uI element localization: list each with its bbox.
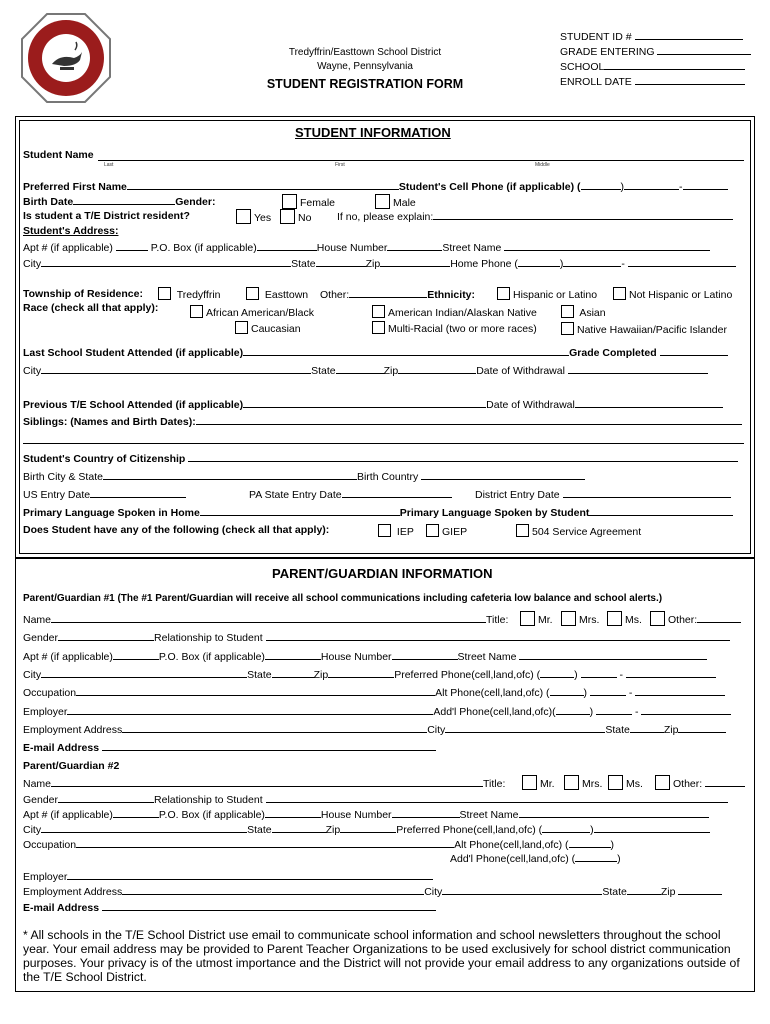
last-school-field[interactable] — [243, 346, 569, 356]
g2-zip-field[interactable] — [340, 823, 396, 833]
native-hawaiian-label: Native Hawaiian/Pacific Islander — [577, 324, 727, 336]
guardian2-heading: Parent/Guardian #2 — [23, 760, 120, 772]
g1-ms-option[interactable] — [607, 611, 642, 626]
g2-addl-phone-row: Add'l Phone(cell,land,ofc) ( ) — [450, 853, 621, 865]
g1-other-option[interactable] — [650, 611, 741, 626]
g2-other-label: Other: — [673, 778, 703, 790]
last-school-zip-field[interactable] — [398, 364, 476, 374]
native-hawaiian-option[interactable] — [561, 322, 727, 336]
g1-other-field[interactable] — [697, 613, 741, 623]
g2-other-field[interactable] — [705, 777, 745, 787]
giep-label: GIEP — [442, 526, 468, 538]
g1-name-row — [23, 613, 508, 626]
caucasian-option[interactable] — [235, 321, 301, 335]
asian-checkbox[interactable] — [561, 305, 574, 318]
g1-apt-label: Apt # (if applicable) — [23, 651, 113, 663]
last-school-label: Last School Student Attended (if applicable) — [23, 347, 244, 359]
g2-preferred-phone-label: Preferred Phone(cell,land,ofc) ( — [396, 824, 543, 836]
siblings-row — [23, 415, 742, 428]
g1-gender-field[interactable] — [58, 631, 154, 641]
township-label: Township of Residence: — [23, 288, 143, 300]
language-row — [23, 506, 733, 519]
g2-other-checkbox[interactable] — [655, 775, 670, 790]
citizenship-row — [23, 452, 738, 465]
preferred-first-row: Preferred First Name Student's Cell Phone (if applicable) ( ) - — [23, 180, 728, 193]
caucasian-checkbox[interactable] — [235, 321, 248, 334]
g2-state-label: State — [247, 824, 272, 836]
zip-field[interactable] — [380, 257, 450, 267]
cell-prefix-field[interactable] — [624, 180, 679, 190]
g2-emp-state-field[interactable] — [627, 885, 661, 895]
g1-occupation-field[interactable] — [76, 686, 435, 696]
state-label: State — [291, 258, 316, 270]
student-name-label: Student Name — [23, 149, 94, 161]
g1-state-label: State — [247, 669, 272, 681]
lang-student-field[interactable] — [589, 506, 733, 516]
g1-email-row — [23, 741, 436, 754]
g1-mrs-label: Mrs. — [579, 614, 600, 626]
g1-zip-field[interactable] — [328, 668, 394, 678]
cell-number-field[interactable] — [683, 180, 728, 190]
explain-row — [337, 210, 733, 223]
gender-male-option[interactable] — [375, 194, 416, 209]
g1-relationship-field[interactable] — [266, 631, 730, 641]
resident-yes-option[interactable] — [236, 209, 271, 224]
resident-yes-checkbox[interactable] — [236, 209, 251, 224]
sub-first: First — [335, 162, 345, 168]
g2-mrs-checkbox[interactable] — [564, 775, 579, 790]
g2-preferred-phone-area[interactable] — [542, 823, 590, 833]
city-label: City — [23, 258, 42, 270]
g2-addl-phone-label: Add'l Phone(cell,land,ofc) ( — [450, 853, 576, 865]
g2-mr-option[interactable] — [522, 775, 555, 790]
hispanic-option[interactable] — [497, 287, 597, 301]
last-school-state-label: State — [311, 365, 336, 377]
last-school-row — [23, 346, 728, 359]
g1-employment-address-field[interactable] — [122, 723, 427, 733]
office-student-id-label: STUDENT ID # — [560, 31, 632, 43]
g2-occupation-field[interactable] — [76, 838, 454, 848]
last-school-withdrawal-field[interactable] — [568, 364, 708, 374]
g2-ms-option[interactable] — [608, 775, 643, 790]
g2-employer-label: Employer — [23, 871, 68, 883]
house-number-label: House Number — [316, 242, 388, 254]
student-name-field[interactable] — [98, 160, 744, 161]
g1-emp-state-field[interactable] — [630, 723, 664, 733]
iep-option[interactable] — [378, 524, 414, 538]
g1-email-field[interactable] — [102, 741, 436, 751]
g2-house-number-label: House Number — [320, 809, 392, 821]
g1-alt-phone-area[interactable] — [550, 686, 584, 696]
previous-te-label: Previous T/E School Attended (if applicable) — [23, 399, 244, 411]
g2-street-name-label: Street Name — [459, 809, 519, 821]
form-title: STUDENT REGISTRATION FORM — [266, 77, 464, 91]
g1-gender-label: Gender — [23, 632, 59, 644]
last-school-city-label: City — [23, 365, 42, 377]
giep-checkbox[interactable] — [426, 524, 439, 537]
sa504-label: 504 Service Agreement — [532, 526, 642, 538]
previous-te-withdrawal-field[interactable] — [575, 398, 723, 408]
g1-street-name-label: Street Name — [457, 651, 517, 663]
office-school[interactable] — [560, 60, 745, 73]
american-indian-checkbox[interactable] — [372, 305, 385, 318]
g2-mrs-option[interactable] — [564, 775, 602, 790]
zip-label: Zip — [365, 258, 381, 270]
siblings-field[interactable] — [196, 415, 742, 425]
cell-area-field[interactable] — [581, 180, 621, 190]
home-area-field[interactable] — [518, 257, 560, 267]
sa504-option[interactable] — [516, 524, 641, 538]
g2-employment-address-field[interactable] — [122, 885, 424, 895]
g2-ms-checkbox[interactable] — [608, 775, 623, 790]
male-label: Male — [393, 197, 416, 209]
office-grade-entering[interactable] — [560, 45, 751, 58]
g1-name-field[interactable] — [51, 613, 486, 623]
student-address-row — [23, 241, 710, 254]
g2-gender-row — [23, 793, 728, 806]
student-address-heading: Student's Address: — [23, 225, 119, 237]
g1-employment-row — [23, 723, 726, 736]
g2-email-field[interactable] — [102, 901, 436, 911]
g1-city-row: City State Zip Preferred Phone(cell,land,ofc) ( ) - — [23, 668, 716, 681]
district-entry-label: District Entry Date — [475, 489, 560, 501]
easttown-label: Easttown — [264, 289, 309, 301]
native-hawaiian-checkbox[interactable] — [561, 322, 574, 335]
street-name-label: Street Name — [442, 242, 502, 254]
g2-apt-field[interactable] — [113, 808, 159, 818]
g2-relationship-field[interactable] — [266, 793, 728, 803]
gender-label: Gender: — [175, 196, 216, 208]
asian-option[interactable] — [561, 305, 606, 319]
previous-te-row — [23, 398, 723, 411]
g1-title-label: Title: — [486, 614, 509, 626]
tredyffrin-checkbox[interactable] — [158, 287, 171, 300]
pa-entry-row — [249, 488, 452, 501]
g1-other-label: Other: — [668, 614, 698, 626]
hispanic-checkbox[interactable] — [497, 287, 510, 300]
birth-gender-row — [23, 195, 215, 208]
g1-addl-phone-area[interactable] — [556, 705, 590, 715]
male-checkbox[interactable] — [375, 194, 390, 209]
g2-po-box-label: P.O. Box (if applicable) — [158, 809, 265, 821]
g1-mrs-checkbox[interactable] — [561, 611, 576, 626]
g2-emp-zip-field[interactable] — [678, 885, 722, 895]
grade-completed-field[interactable] — [660, 346, 728, 356]
not-hispanic-option[interactable] — [613, 287, 732, 301]
g1-name-label: Name — [23, 614, 52, 626]
g1-emp-zip-label: Zip — [663, 724, 679, 736]
g2-occupation-label: Occupation — [23, 839, 77, 851]
house-number-field[interactable] — [387, 241, 442, 251]
student-city-row: City State Zip Home Phone ( ) - — [23, 257, 736, 270]
g1-employment-address-label: Employment Address — [23, 724, 123, 736]
giep-option[interactable] — [426, 524, 467, 538]
african-american-label: African American/Black — [206, 307, 314, 319]
last-school-zip-label: Zip — [383, 365, 399, 377]
township-other-label: Other: — [320, 289, 350, 301]
g1-emp-zip-field[interactable] — [678, 723, 726, 733]
lang-home-field[interactable] — [200, 506, 400, 516]
birth-date-field[interactable] — [73, 195, 175, 205]
resident-question: Is student a T/E District resident? — [23, 210, 190, 222]
pa-entry-label: PA State Entry Date — [249, 489, 342, 501]
district-name: Tredyffrin/Easttown School District — [288, 47, 442, 58]
g2-street-name-field[interactable] — [519, 808, 709, 818]
g1-alt-phone-prefix[interactable] — [590, 686, 626, 696]
g1-addl-phone-prefix[interactable] — [596, 705, 632, 715]
resident-yes-label: Yes — [254, 212, 272, 224]
last-school-state-field[interactable] — [336, 364, 384, 374]
township-other-row — [320, 288, 475, 301]
resident-no-checkbox[interactable] — [280, 209, 295, 224]
g1-mr-label: Mr. — [538, 614, 553, 626]
g1-house-number-field[interactable] — [392, 650, 458, 660]
african-american-checkbox[interactable] — [190, 305, 203, 318]
g2-email-label: E-mail Address — [23, 902, 100, 914]
easttown-checkbox[interactable] — [246, 287, 259, 300]
g2-apt-label: Apt # (if applicable) — [23, 809, 113, 821]
g1-emp-state-label: State — [605, 724, 630, 736]
office-enroll-date[interactable] — [560, 75, 745, 88]
sa504-checkbox[interactable] — [516, 524, 529, 537]
ethnicity-label: Ethnicity: — [427, 289, 476, 301]
email-privacy-note: * All schools in the T/E School District use email to communicate school information and school newsletters throughout the school year. Your email address may be provided to Parent Teacher Organizations to be used exclusively for school district communication purposes. Your privacy is of the utmost importance and the District will not provide your email address to any organizations outside of the T/E School District. — [23, 928, 740, 984]
g1-alt-phone-number[interactable] — [635, 686, 725, 696]
g2-email-row — [23, 901, 436, 914]
office-student-id[interactable] — [560, 30, 743, 43]
g2-city-label: City — [23, 824, 42, 836]
g2-city-field[interactable] — [41, 823, 247, 833]
preferred-first-label: Preferred First Name — [23, 181, 127, 193]
g1-addl-phone-number[interactable] — [641, 705, 731, 715]
g1-ms-checkbox[interactable] — [607, 611, 622, 626]
race-label: Race (check all that apply): — [23, 302, 159, 314]
street-name-field[interactable] — [504, 241, 710, 251]
g1-occupation-label: Occupation — [23, 687, 77, 699]
g2-emp-state-label: State — [602, 886, 627, 898]
g2-emp-zip-label: Zip — [660, 886, 676, 898]
g2-addl-phone-area[interactable] — [575, 852, 617, 862]
resident-no-label: No — [298, 212, 312, 224]
iep-label: IEP — [396, 526, 414, 538]
pa-entry-field[interactable] — [342, 488, 452, 498]
last-school-city-field[interactable] — [41, 364, 311, 374]
g2-relationship-label: Relationship to Student — [154, 794, 263, 806]
g1-po-box-field[interactable] — [265, 650, 321, 660]
g1-city-label: City — [23, 669, 42, 681]
g2-title-label: Title: — [483, 778, 506, 790]
has-following-label: Does Student have any of the following (check all that apply): — [23, 524, 330, 536]
female-checkbox[interactable] — [282, 194, 297, 209]
last-school-city-row — [23, 364, 708, 377]
asian-label: Asian — [579, 307, 606, 319]
birth-country-field[interactable] — [421, 470, 585, 480]
tredyffrin-label: Tredyffrin — [176, 289, 221, 301]
lang-student-label: Primary Language Spoken by Student — [399, 507, 590, 519]
african-american-option[interactable] — [190, 305, 314, 319]
guardian1-heading: Parent/Guardian #1 (The #1 Parent/Guardian will receive all school communications including cafeteria low balance and school alerts.) — [23, 593, 663, 604]
g2-name-row — [23, 777, 505, 790]
g2-zip-label: Zip — [325, 824, 341, 836]
g2-gender-field[interactable] — [58, 793, 154, 803]
female-label: Female — [300, 197, 336, 209]
g1-street-name-field[interactable] — [519, 650, 707, 660]
g2-other-option[interactable] — [655, 775, 745, 790]
explain-label: If no, please explain: — [337, 211, 434, 223]
multi-racial-option[interactable] — [372, 321, 537, 335]
g2-preferred-phone-field[interactable] — [594, 823, 710, 833]
po-box-label: P.O. Box (if applicable) — [150, 242, 257, 254]
cell-phone-label: Student's Cell Phone (if applicable) ( — [398, 181, 581, 193]
home-phone-label: Home Phone ( — [450, 258, 518, 270]
birth-date-label: Birth Date — [23, 196, 74, 208]
g2-employment-row — [23, 885, 722, 898]
birth-city-state-label: Birth City & State — [23, 471, 103, 483]
siblings-field-2[interactable] — [23, 443, 744, 444]
us-entry-row — [23, 488, 186, 501]
g1-address-row — [23, 650, 707, 663]
office-grade-entering-label: GRADE ENTERING — [560, 46, 655, 58]
g2-occupation-row: Occupation Alt Phone(cell,land,ofc) ( ) — [23, 839, 615, 851]
citizenship-field[interactable] — [188, 452, 738, 462]
g1-state-field[interactable] — [272, 668, 314, 678]
sub-middle: Middle — [535, 162, 550, 168]
office-enroll-date-label: ENROLL DATE — [560, 76, 632, 88]
g2-po-box-field[interactable] — [265, 808, 321, 818]
g1-preferred-phone-number[interactable] — [626, 668, 716, 678]
g1-house-number-label: House Number — [320, 651, 392, 663]
g1-zip-label: Zip — [313, 669, 329, 681]
g2-address-row — [23, 808, 709, 821]
g1-occupation-row: Occupation Alt Phone(cell,land,ofc) ( ) - — [23, 686, 725, 699]
g2-name-field[interactable] — [51, 777, 483, 787]
home-number-field[interactable] — [628, 257, 736, 267]
birth-place-row — [23, 470, 585, 483]
multi-racial-label: Multi-Racial (two or more races) — [388, 323, 537, 335]
previous-te-field[interactable] — [243, 398, 486, 408]
g1-po-box-label: P.O. Box (if applicable) — [158, 651, 265, 663]
g1-emp-city-label: City — [427, 724, 446, 736]
multi-racial-checkbox[interactable] — [372, 321, 385, 334]
district-entry-row — [475, 488, 731, 501]
g1-relationship-label: Relationship to Student — [154, 632, 263, 644]
birth-city-state-field[interactable] — [103, 470, 357, 480]
caucasian-label: Caucasian — [251, 323, 301, 335]
g1-gender-row — [23, 631, 730, 644]
tredyffrin-option[interactable] — [158, 287, 221, 301]
g2-employment-address-label: Employment Address — [23, 886, 123, 898]
g1-email-label: E-mail Address — [23, 742, 100, 754]
gender-female-option[interactable] — [282, 194, 335, 209]
g1-mr-checkbox[interactable] — [520, 611, 535, 626]
g2-mr-label: Mr. — [540, 778, 555, 790]
apt-field[interactable] — [116, 241, 148, 251]
g2-gender-label: Gender — [23, 794, 59, 806]
district-location: Wayne, Pennsylvania — [317, 61, 413, 72]
not-hispanic-label: Not Hispanic or Latino — [629, 289, 733, 301]
g2-employer-field[interactable] — [67, 870, 433, 880]
g1-alt-phone-label: Alt Phone(cell,land,ofc) ( — [435, 687, 550, 699]
g1-employer-field[interactable] — [67, 705, 433, 715]
state-field[interactable] — [316, 257, 366, 267]
g2-alt-phone-label: Alt Phone(cell,land,ofc) ( — [454, 839, 569, 851]
g1-employer-row: Employer Add'l Phone(cell,land,ofc)( ) - — [23, 705, 731, 718]
g1-apt-field[interactable] — [113, 650, 159, 660]
g1-preferred-phone-prefix[interactable] — [581, 668, 617, 678]
po-box-field[interactable] — [257, 241, 317, 251]
resident-no-option[interactable] — [280, 209, 311, 224]
not-hispanic-checkbox[interactable] — [613, 287, 626, 300]
office-school-label: SCHOOL — [560, 61, 605, 73]
hispanic-label: Hispanic or Latino — [513, 289, 598, 301]
district-entry-field[interactable] — [563, 488, 731, 498]
grade-completed-label: Grade Completed — [569, 347, 657, 359]
us-entry-label: US Entry Date — [23, 489, 91, 501]
preferred-first-field[interactable] — [127, 180, 399, 190]
g1-city-field[interactable] — [41, 668, 247, 678]
citizenship-label: Student's Country of Citizenship — [23, 453, 186, 465]
g2-emp-city-label: City — [424, 886, 443, 898]
siblings-label: Siblings: (Names and Birth Dates): — [23, 416, 196, 428]
g1-mr-option[interactable] — [520, 611, 553, 626]
last-school-withdrawal-label: Date of Withdrawal — [476, 365, 565, 377]
g1-mrs-option[interactable] — [561, 611, 599, 626]
district-logo — [20, 12, 112, 104]
g2-city-row: City State Zip Preferred Phone(cell,land,ofc) ( ) — [23, 823, 710, 836]
g2-employer-row — [23, 870, 433, 883]
birth-country-label: Birth Country — [356, 471, 419, 483]
american-indian-label: American Indian/Alaskan Native — [388, 307, 537, 319]
city-field[interactable] — [41, 257, 291, 267]
g2-mrs-label: Mrs. — [582, 778, 603, 790]
explain-field[interactable] — [433, 210, 733, 220]
guardian-section-title: PARENT/GUARDIAN INFORMATION — [272, 566, 493, 581]
sub-last: Last — [104, 162, 114, 168]
g2-name-label: Name — [23, 778, 52, 790]
g2-ms-label: Ms. — [626, 778, 643, 790]
g1-emp-city-field[interactable] — [445, 723, 605, 733]
g1-addl-phone-label: Add'l Phone(cell,land,ofc)( — [433, 706, 556, 718]
township-other-field[interactable] — [349, 288, 427, 298]
g1-other-checkbox[interactable] — [650, 611, 665, 626]
student-section-title: STUDENT INFORMATION — [295, 125, 451, 140]
easttown-option[interactable] — [246, 287, 308, 301]
g2-state-field[interactable] — [272, 823, 326, 833]
home-prefix-field[interactable] — [563, 257, 621, 267]
g1-preferred-phone-label: Preferred Phone(cell,land,ofc) ( — [394, 669, 541, 681]
g1-ms-label: Ms. — [625, 614, 642, 626]
g1-preferred-phone-area[interactable] — [540, 668, 574, 678]
g2-alt-phone-area[interactable] — [569, 838, 611, 848]
american-indian-option[interactable] — [372, 305, 537, 319]
g2-mr-checkbox[interactable] — [522, 775, 537, 790]
lang-home-label: Primary Language Spoken in Home — [23, 507, 200, 519]
us-entry-field[interactable] — [90, 488, 186, 498]
apt-label: Apt # (if applicable) — [23, 242, 113, 254]
g2-house-number-field[interactable] — [392, 808, 460, 818]
g1-employer-label: Employer — [23, 706, 68, 718]
iep-checkbox[interactable] — [378, 524, 391, 537]
g2-emp-city-field[interactable] — [442, 885, 602, 895]
previous-te-withdrawal-label: Date of Withdrawal — [486, 399, 575, 411]
